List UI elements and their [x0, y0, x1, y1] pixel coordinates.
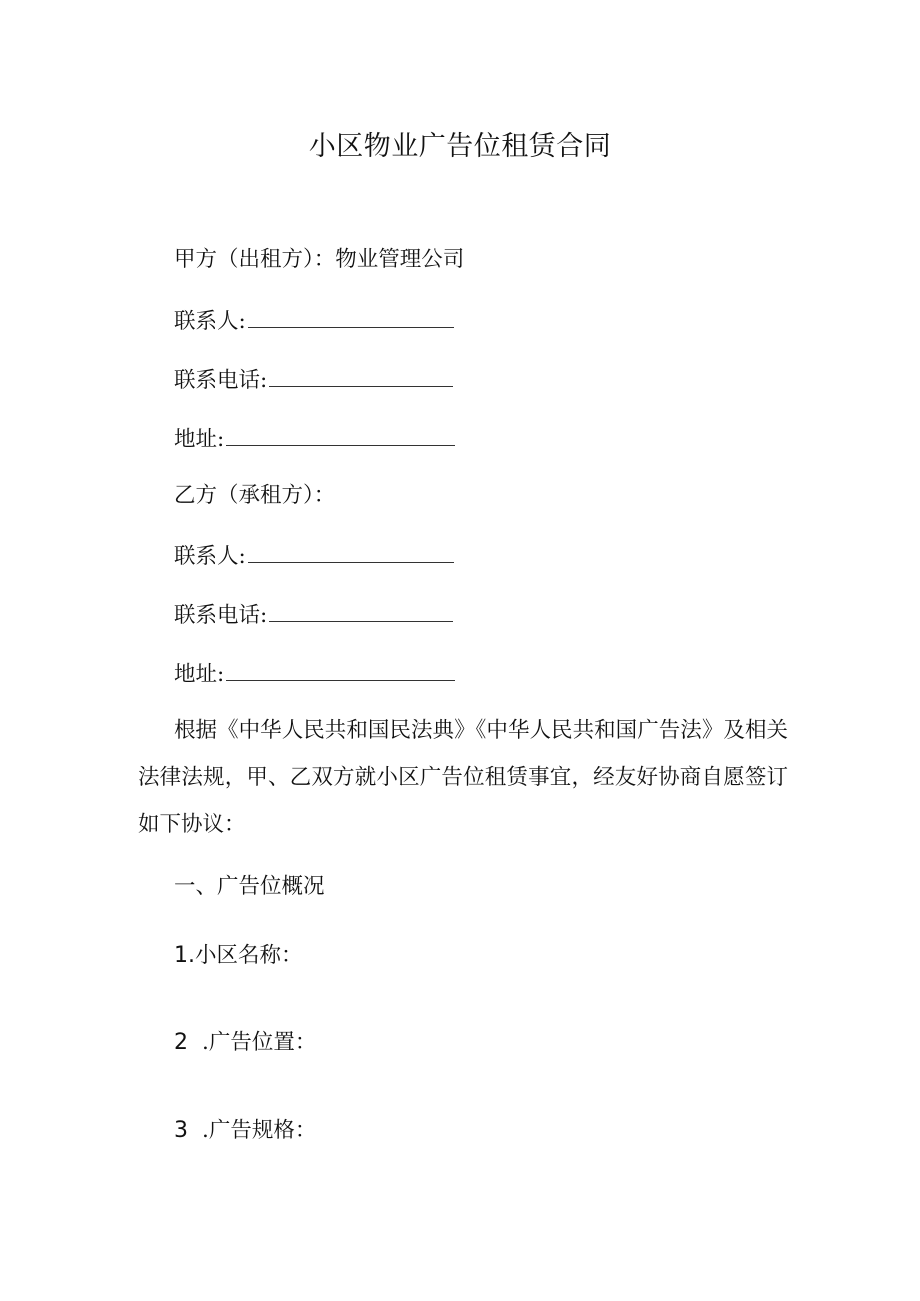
- item-label: 小区名称：: [195, 943, 303, 968]
- document-title: 小区物业广告位租赁合同: [308, 131, 612, 162]
- party-b-heading: 乙方（承租方）：: [174, 483, 336, 508]
- party-a-address-label: 地址:: [174, 427, 225, 452]
- party-b-phone-label: 联系电话:: [174, 603, 268, 628]
- party-b-address-label: 地址:: [174, 662, 225, 687]
- section-1-item-1: [174, 941, 303, 971]
- party-a-phone-label: 联系电话:: [174, 368, 268, 393]
- party-b-phone: [174, 599, 453, 631]
- party-a-address: [174, 423, 455, 455]
- party-a-contact: [174, 305, 454, 337]
- item-number: 2: [174, 1030, 188, 1055]
- item-label: .广告位置：: [202, 1030, 317, 1055]
- party-b-contact-label: 联系人:: [174, 544, 246, 569]
- party-b-contact-blank: [248, 540, 454, 563]
- party-a-heading: 甲方（出租方）：物业管理公司: [174, 247, 465, 272]
- party-b-address-blank: [226, 658, 455, 681]
- item-number: 1.: [174, 943, 195, 968]
- preamble-paragraph: 根据《中华人民共和国民法典》《中华人民共和国广告法》及相关法律法规，甲、乙双方就小区广告位租赁事宜，经友好协商自愿签订如下协议：: [138, 718, 788, 837]
- party-a-phone-blank: [269, 364, 453, 387]
- party-b-contact: [174, 540, 454, 572]
- item-number: 3: [174, 1118, 188, 1143]
- party-b-phone-blank: [269, 599, 453, 622]
- party-b-address: [174, 658, 455, 690]
- party-a-contact-label: 联系人:: [174, 309, 246, 334]
- section-1-heading: 一、广告位概况: [174, 874, 325, 899]
- party-a-address-blank: [226, 423, 455, 446]
- section-1-item-3: [174, 1116, 316, 1146]
- party-a-phone: [174, 364, 453, 396]
- party-a-contact-blank: [248, 305, 454, 328]
- section-1-item-2: [174, 1028, 316, 1058]
- item-label: .广告规格：: [202, 1118, 317, 1143]
